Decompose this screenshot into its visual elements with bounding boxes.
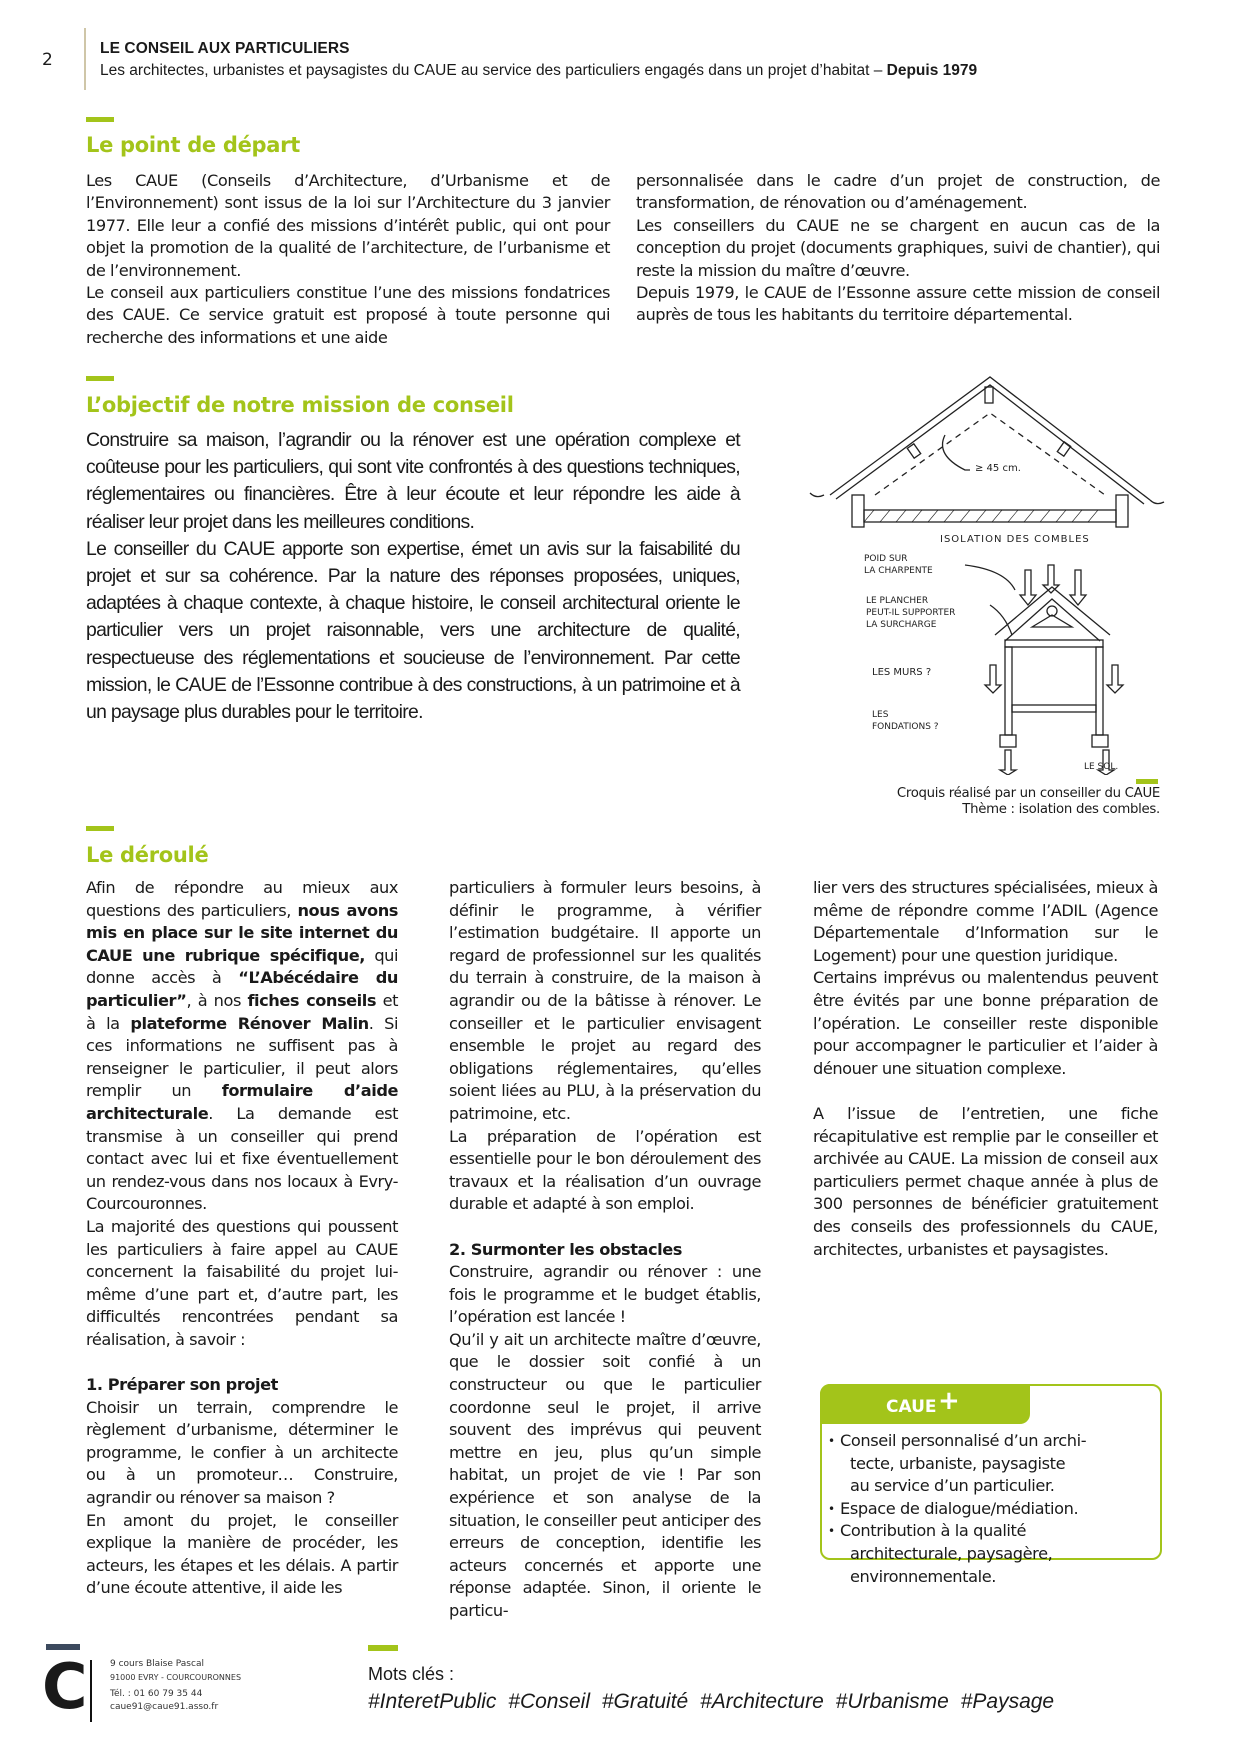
section2-body [86, 427, 740, 726]
list-item-continuation: au service d’un particulier. [850, 1476, 1055, 1496]
keyword-tag: #Architecture [700, 1690, 824, 1713]
list-item-continuation: architecturale, paysagère, [850, 1543, 1053, 1563]
roof-section-drawing [810, 377, 1164, 527]
section3-column-2 [449, 877, 761, 1623]
section-heading-deroule: Le déroulé [86, 843, 209, 867]
load-diagram-drawing [864, 554, 1123, 775]
sketch-label: LA CHARPENTE [864, 566, 933, 576]
paragraph: particuliers à formuler leurs besoins, à définir le programme, à vérifier l’estimation budgétaire. Il apporte un regard de professionnel sur les qualités du terrain à construire, de la maison à agrandir ou de la bâtisse à rénover. Le conseiller et le particulier envisagent ensemble le projet au regard des obligations réglementaires, qu’elles soient liées au PLU, à la préservation du patrimoine, etc. [449, 878, 761, 1123]
section1-column-1 [86, 170, 610, 349]
caue-plus-list [828, 1430, 1158, 1588]
sketch-label: PEUT-IL SUPPORTER [866, 608, 956, 618]
section-heading-point-de-depart: Le point de départ [86, 133, 300, 157]
measure-label: ≥ 45 cm. [975, 463, 1021, 474]
caption-line-2: Thème : isolation des combles. [962, 802, 1160, 817]
paragraph: Afin de répondre au mieux aux questions des particuliers, nous avons mis en place sur le site internet du CAUE une rubrique spécifique, qui donne accès à “L’Abécédaire du particulier”, à nos fiches conseils et à la plateforme Rénover Malin. Si ces informations ne suffisent pas à renseigner le particulier, il peut alors remplir un formulaire d’aide architecturale. La demande est transmise à un conseiller qui prend contact avec lui et fixe éventuellement un rendez-vous dans nos locaux à Evry-Courcouronnes. [86, 878, 399, 1214]
keywords-list [368, 1690, 1060, 1714]
sketch-caption [897, 786, 1160, 818]
list-item: • Contribution à la qualité [828, 1520, 1158, 1543]
keyword-tag: #Gratuité [601, 1690, 689, 1713]
sketch-label: LA SURCHARGE [866, 620, 937, 630]
phone-number: Tél. : 01 60 79 35 44 [110, 1689, 203, 1699]
attic-insulation-sketch [800, 365, 1180, 775]
paragraph: Le conseiller du CAUE apporte son expertise, émet un avis sur la faisabilité du projet et sur sa cohérence. Par la nature des réponses proposées, uniques, adaptées à chaque contexte, à chaque histoire, le conseil architectural oriente le particulier vers un projet raisonnable, vers une architecture de qualité, respectueuse des réglementations et soucieuse de l’environnement. Par cette mission, le CAUE de l’Essonne contribue à des constructions, à un patrimoine et à un paysage plus durables pour le territoire. [86, 537, 740, 724]
address-line-2: 91000 EVRY - COURCOURONNES [110, 1673, 242, 1682]
address-line-1: 9 cours Blaise Pascal [110, 1659, 204, 1669]
email-link[interactable]: caue91@caue91.asso.fr [110, 1702, 219, 1712]
caue-plus-tab [820, 1384, 1030, 1424]
logo-divider [90, 1660, 92, 1722]
keyword-tag: #Urbanisme [835, 1690, 949, 1713]
caue-plus-label: CAUE [886, 1397, 937, 1417]
keyword-tag: #InteretPublic [368, 1690, 497, 1713]
keywords-marker [368, 1645, 398, 1651]
caption-marker [1136, 779, 1158, 784]
subtitle-text: Les architectes, urbanistes et paysagistes du CAUE au service des particuliers engagés dans un projet d’habitat – [100, 62, 887, 79]
caue-logo: C [42, 1650, 88, 1723]
document-title: LE CONSEIL AUX PARTICULIERS [100, 40, 350, 57]
section-heading-objectif: L’objectif de notre mission de conseil [86, 393, 514, 417]
list-item: • Espace de dialogue/médiation. [828, 1498, 1158, 1521]
paragraph: Depuis 1979, le CAUE de l’Essonne assure cette mission de conseil auprès de tous les habitants du territoire départemental. [636, 283, 1160, 325]
sketch-label: POID SUR [864, 554, 908, 564]
page-number: 2 [42, 50, 53, 70]
paragraph: lier vers des structures spécialisées, mieux à même de répondre comme l’ADIL (Agence Départementale d’Information sur le Logement) pour une question juridique. [813, 878, 1158, 965]
paragraph: personnalisée dans le cadre d’un projet de construction, de transformation, de rénovation ou d’aménagement. [636, 171, 1160, 213]
section1-column-2 [636, 170, 1160, 327]
paragraph: Le conseil aux particuliers constitue l’une des missions fondatrices des CAUE. Ce service gratuit est proposé à toute personne qui recherche des informations et une aide [86, 283, 610, 347]
paragraph: Construire, agrandir ou rénover : une fois le programme et le budget établis, l’opération est lancée ! [449, 1262, 761, 1327]
section3-column-1 [86, 877, 398, 1600]
sketch-label: LES MURS ? [872, 667, 932, 678]
paragraph: A l’issue de l’entretien, une fiche récapitulative est remplie par le conseiller et archivée au CAUE. La mission de conseil aux particuliers permet chaque année à plus de 300 personnes de bénéficier gratuitement des conseils des professionnels du CAUE, architectes, urbanistes et paysagistes. [813, 1103, 1158, 1259]
paragraph: Construire sa maison, l’agrandir ou la rénover est une opération complexe et coûteuse pour les particuliers, qui sont vite confrontés à des questions techniques, réglementaires ou financières. Être à leur écoute et leur répondre les aide à réaliser leur projet dans les meilleures conditions. [86, 429, 740, 533]
header-divider [84, 28, 86, 90]
keyword-tag: #Conseil [508, 1690, 590, 1713]
list-item-continuation: tecte, urbaniste, paysagiste [850, 1453, 1066, 1473]
section-marker [86, 826, 114, 831]
sketch-title-label: ISOLATION DES COMBLES [940, 534, 1090, 545]
subtitle-bold: Depuis 1979 [886, 62, 978, 79]
paragraph: Choisir un terrain, comprendre le règlement d’urbanisme, déterminer le programme, le confier à un architecte ou à un promoteur… Construire, agrandir ou rénover sa maison ? [86, 1397, 398, 1508]
keywords-label: Mots clés : [368, 1664, 455, 1684]
paragraph: Certains imprévus ou malentendus peuvent être évités par une bonne préparation de l’opération. Le conseiller reste disponible pour accompagner le particulier et l’aider à dénouer une situation complexe. [813, 968, 1158, 1078]
subheading-preparer: 1. Préparer son projet [86, 1375, 278, 1395]
sketch-label: LES [872, 710, 889, 720]
paragraph: La préparation de l’opération est essentielle pour le bon déroulement des travaux et la réalisation d’un ouvrage durable et adapté à son emploi. [449, 1126, 761, 1214]
document-subtitle [100, 62, 977, 80]
keyword-tag: #Paysage [960, 1690, 1055, 1713]
section-marker [86, 376, 114, 381]
sketch-label: LE SOL. [1084, 762, 1119, 772]
sketch-label: LE PLANCHER [866, 596, 929, 606]
list-item: • Conseil personnalisé d’un archi- [828, 1430, 1158, 1453]
paragraph: Les conseillers du CAUE ne se chargent en aucun cas de la conception du projet (documents graphiques, suivi de chantier), qui reste la mission du maître d’œuvre. [636, 215, 1160, 280]
subheading-surmonter: 2. Surmonter les obstacles [449, 1239, 682, 1259]
list-item-continuation: environnementale. [850, 1566, 997, 1586]
section3-column-3 [813, 877, 1158, 1261]
paragraph: En amont du projet, le conseiller explique la manière de procéder, les acteurs, les étapes et les délais. A partir d’une écoute attentive, il aide les [86, 1510, 398, 1598]
paragraph: La majorité des questions qui poussent les particuliers à faire appel au CAUE concernent la faisabilité du projet lui-même d’une part et, d’autre part, les difficultés rencontrées pendant sa réalisation, à savoir : [86, 1216, 398, 1349]
paragraph: Les CAUE (Conseils d’Architecture, d’Urbanisme et de l’Environnement) sont issus de la loi sur l’Architecture du 3 janvier 1977. Elle leur a confié des missions d’intérêt public, qui ont pour objet la promotion de la qualité de l’architecture, de l’urbanisme et de l’environnement. [86, 171, 610, 280]
sketch-label: FONDATIONS ? [872, 722, 939, 732]
contact-block [110, 1658, 241, 1714]
caption-line-1: Croquis réalisé par un conseiller du CAUE [896, 786, 1160, 801]
plus-icon: + [938, 1386, 960, 1416]
paragraph: Qu’il y ait un architecte maître d’œuvre, que le dossier soit confié à un constructeur ou que le particulier coordonne seul le projet, il arrive souvent des imprévus qui peuvent mettre en jeu, plus qu’un simple habitat, un projet de vie ! Par son expérience et son analyse de la situation, le conseiller peut anticiper des erreurs de conception, identifie les acteurs concernés et apporte une réponse adaptée. Sinon, il oriente le particu- [449, 1329, 761, 1620]
section-marker [86, 117, 114, 122]
